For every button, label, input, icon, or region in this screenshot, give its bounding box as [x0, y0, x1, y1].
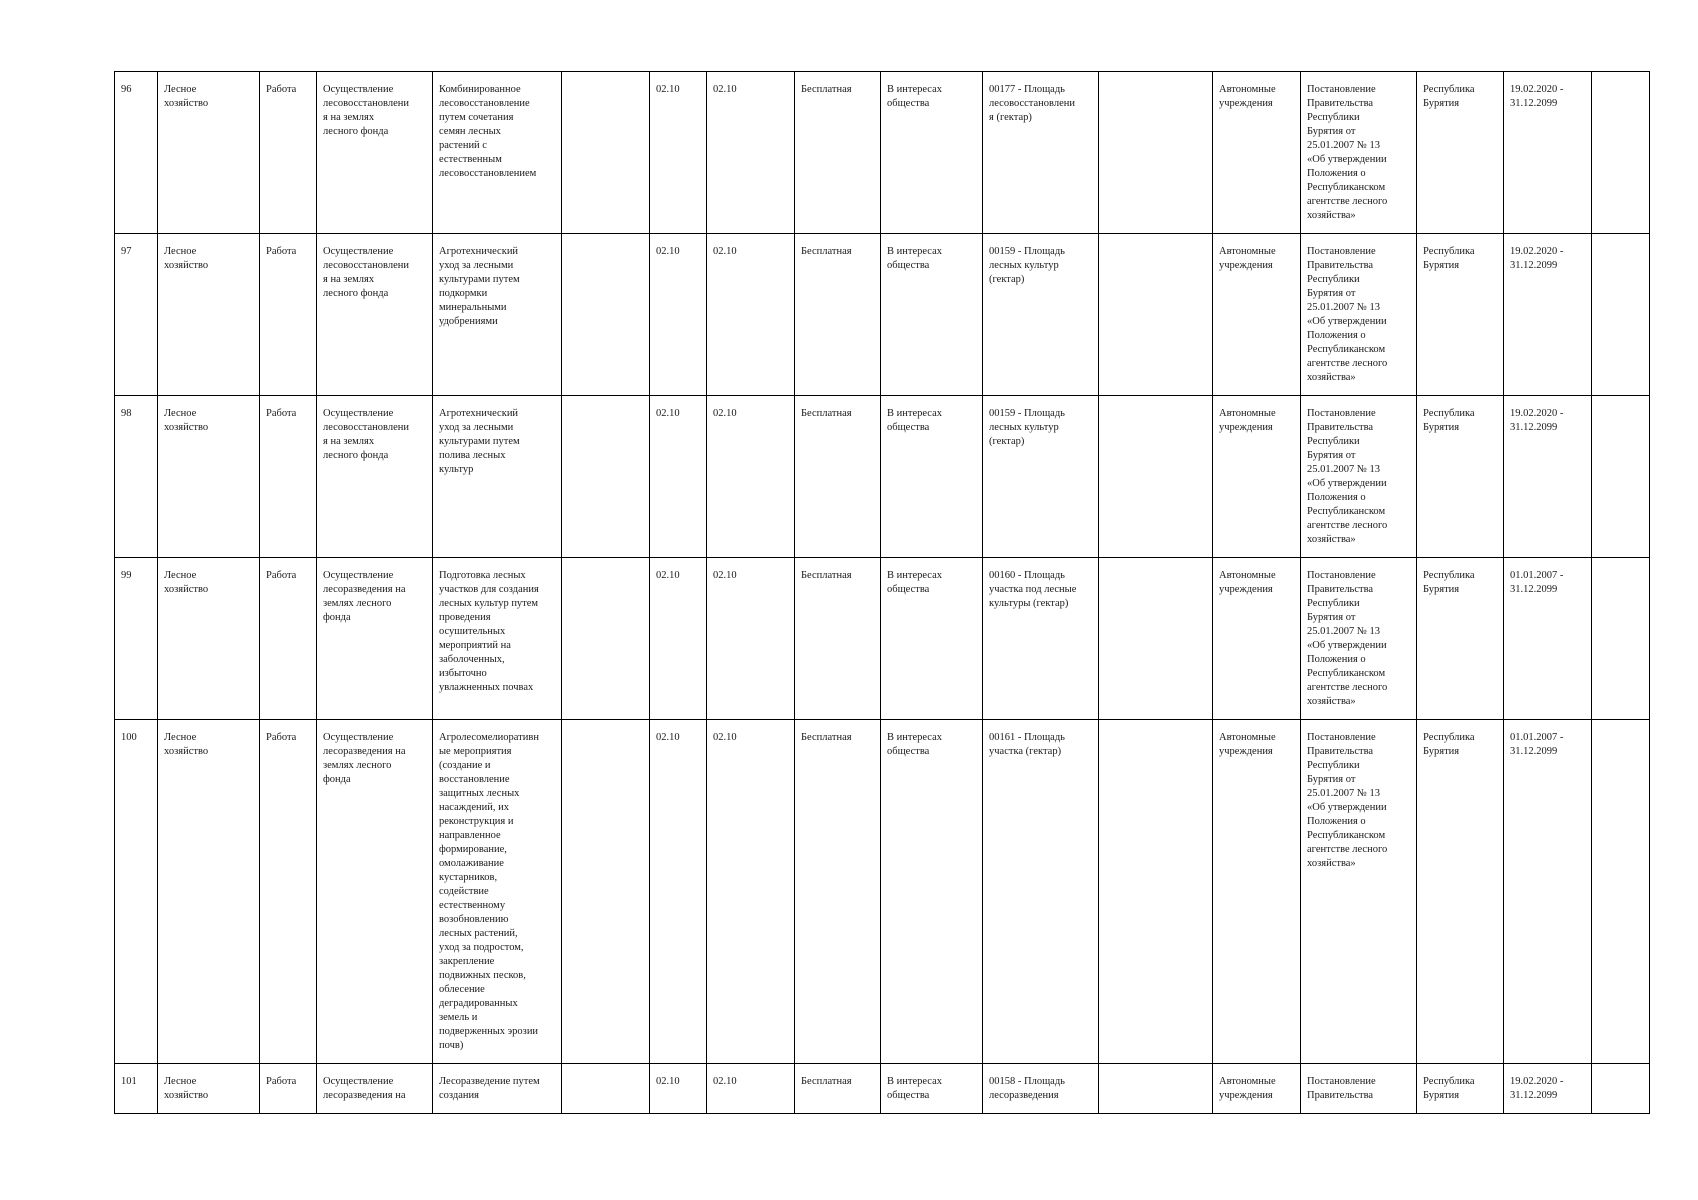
table-row [115, 1064, 1650, 1114]
type-cell [260, 558, 317, 720]
code-text: 02.10 [656, 1076, 680, 1087]
content-text: Комбинированное лесовосстановление путем сочетания семян лесных растений с естественным лесовосстановлением [439, 84, 537, 179]
code-text: 02.10 [656, 408, 680, 419]
interest-text: В интересах общества [887, 570, 942, 595]
blank-cell [1099, 720, 1213, 1064]
activity-text: Осуществление лесоразведения на [323, 1076, 406, 1101]
activity-text: Осуществление лесовосстановлени я на землях лесного фонда [323, 84, 409, 137]
type-cell [260, 1064, 317, 1114]
blank-cell [1099, 234, 1213, 396]
code-cell [707, 558, 795, 720]
indicator-text: 00161 - Площадь участка (гектар) [989, 732, 1065, 757]
institution-text: Автономные учреждения [1219, 732, 1276, 757]
blank-cell [1099, 1064, 1213, 1114]
content-cell [433, 1064, 562, 1114]
legal-act-cell [1301, 720, 1417, 1064]
interest-text: В интересах общества [887, 84, 942, 109]
validity-period-cell [1504, 558, 1592, 720]
activity-text: Осуществление лесовосстановлени я на землях лесного фонда [323, 408, 409, 461]
sector-text: Лесное хозяйство [164, 732, 209, 757]
region-text: Республика Бурятия [1423, 570, 1475, 595]
institution-text: Автономные учреждения [1219, 1076, 1276, 1101]
row-number-text: 98 [121, 408, 132, 419]
region-text: Республика Бурятия [1423, 408, 1475, 433]
content-cell [433, 558, 562, 720]
type-cell [260, 72, 317, 234]
blank-cell [562, 1064, 650, 1114]
table-row [115, 234, 1650, 396]
sector-text: Лесное хозяйство [164, 246, 209, 271]
code-cell [650, 396, 707, 558]
payment-text: Бесплатная [801, 570, 852, 581]
region-text: Республика Бурятия [1423, 84, 1475, 109]
registry-table [114, 71, 1650, 1114]
region-text: Республика Бурятия [1423, 1076, 1475, 1101]
activity-text: Осуществление лесоразведения на землях лесного фонда [323, 570, 406, 623]
indicator-text: 00177 - Площадь лесовосстановлени я (гектар) [989, 84, 1075, 123]
content-cell [433, 72, 562, 234]
activity-cell [317, 558, 433, 720]
type-text: Работа [266, 246, 297, 257]
indicator-text: 00159 - Площадь лесных культур (гектар) [989, 246, 1065, 285]
row-number-cell [115, 396, 158, 558]
region-text: Республика Бурятия [1423, 246, 1475, 271]
activity-text: Осуществление лесовосстановлени я на землях лесного фонда [323, 246, 409, 299]
interest-cell [881, 234, 983, 396]
institution-cell [1213, 558, 1301, 720]
row-number-cell [115, 234, 158, 396]
payment-cell [795, 396, 881, 558]
institution-text: Автономные учреждения [1219, 408, 1276, 433]
content-text: Агротехнический уход за лесными культурами путем полива лесных культур [439, 408, 520, 475]
code-cell [650, 558, 707, 720]
row-number-text: 97 [121, 246, 132, 257]
payment-text: Бесплатная [801, 1076, 852, 1087]
content-text: Агролесомелиоративн ые мероприятия (создание и восстановление защитных лесных насаждений, их реконструкция и направленное формирование, омолаживание кустарников, содействие естественному возобновлению лесных растений, уход за подростом, закрепление подвижных песков, облесение деградированных земель и подверженных эрозии почв) [439, 732, 539, 1051]
validity-period-text: 19.02.2020 - 31.12.2099 [1510, 246, 1564, 271]
code-text: 02.10 [713, 570, 737, 581]
region-cell [1417, 720, 1504, 1064]
code-cell [707, 72, 795, 234]
legal-act-text: Постановление Правительства Республики Бурятия от 25.01.2007 № 13 «Об утверждении Положения о Республиканском агентстве лесного хозяйства» [1307, 732, 1388, 869]
legal-act-cell [1301, 558, 1417, 720]
blank-cell [562, 234, 650, 396]
region-cell [1417, 234, 1504, 396]
indicator-cell [983, 558, 1099, 720]
blank-cell [1592, 1064, 1650, 1114]
payment-cell [795, 1064, 881, 1114]
legal-act-text: Постановление Правительства Республики Бурятия от 25.01.2007 № 13 «Об утверждении Положения о Республиканском агентстве лесного хозяйства» [1307, 84, 1388, 221]
indicator-cell [983, 234, 1099, 396]
legal-act-text: Постановление Правительства [1307, 1076, 1376, 1101]
validity-period-cell [1504, 72, 1592, 234]
type-cell [260, 396, 317, 558]
blank-cell [1592, 720, 1650, 1064]
indicator-text: 00158 - Площадь лесоразведения [989, 1076, 1065, 1101]
activity-cell [317, 234, 433, 396]
table-row [115, 396, 1650, 558]
row-number-cell [115, 558, 158, 720]
activity-cell [317, 396, 433, 558]
validity-period-cell [1504, 234, 1592, 396]
registry-table-body [115, 72, 1650, 1114]
indicator-cell [983, 1064, 1099, 1114]
validity-period-text: 19.02.2020 - 31.12.2099 [1510, 84, 1564, 109]
row-number-cell [115, 720, 158, 1064]
table-row [115, 558, 1650, 720]
validity-period-text: 01.01.2007 - 31.12.2099 [1510, 570, 1564, 595]
indicator-cell [983, 72, 1099, 234]
blank-cell [1592, 558, 1650, 720]
interest-text: В интересах общества [887, 1076, 942, 1101]
indicator-cell [983, 396, 1099, 558]
blank-cell [1592, 396, 1650, 558]
legal-act-cell [1301, 234, 1417, 396]
code-cell [707, 396, 795, 558]
institution-text: Автономные учреждения [1219, 84, 1276, 109]
sector-text: Лесное хозяйство [164, 1076, 209, 1101]
code-cell [707, 234, 795, 396]
code-cell [707, 1064, 795, 1114]
content-text: Агротехнический уход за лесными культурами путем подкормки минеральными удобрениями [439, 246, 520, 327]
institution-cell [1213, 234, 1301, 396]
type-cell [260, 720, 317, 1064]
legal-act-cell [1301, 1064, 1417, 1114]
indicator-text: 00160 - Площадь участка под лесные культуры (гектар) [989, 570, 1077, 609]
sector-cell [158, 1064, 260, 1114]
row-number-cell [115, 72, 158, 234]
region-cell [1417, 72, 1504, 234]
sector-cell [158, 558, 260, 720]
table-row [115, 72, 1650, 234]
validity-period-cell [1504, 396, 1592, 558]
region-cell [1417, 558, 1504, 720]
sector-cell [158, 396, 260, 558]
legal-act-text: Постановление Правительства Республики Бурятия от 25.01.2007 № 13 «Об утверждении Положения о Республиканском агентстве лесного хозяйства» [1307, 246, 1388, 383]
code-text: 02.10 [656, 570, 680, 581]
sector-cell [158, 72, 260, 234]
code-text: 02.10 [713, 84, 737, 95]
code-text: 02.10 [713, 732, 737, 743]
blank-cell [562, 558, 650, 720]
validity-period-text: 19.02.2020 - 31.12.2099 [1510, 1076, 1564, 1101]
type-text: Работа [266, 408, 297, 419]
payment-cell [795, 720, 881, 1064]
row-number-text: 99 [121, 570, 132, 581]
institution-cell [1213, 396, 1301, 558]
payment-text: Бесплатная [801, 84, 852, 95]
row-number-text: 100 [121, 732, 137, 743]
activity-text: Осуществление лесоразведения на землях лесного фонда [323, 732, 406, 785]
interest-cell [881, 396, 983, 558]
sector-cell [158, 720, 260, 1064]
legal-act-cell [1301, 396, 1417, 558]
activity-cell [317, 1064, 433, 1114]
row-number-cell [115, 1064, 158, 1114]
indicator-cell [983, 720, 1099, 1064]
interest-cell [881, 72, 983, 234]
legal-act-text: Постановление Правительства Республики Бурятия от 25.01.2007 № 13 «Об утверждении Положения о Республиканском агентстве лесного хозяйства» [1307, 570, 1388, 707]
payment-text: Бесплатная [801, 246, 852, 257]
row-number-text: 101 [121, 1076, 137, 1087]
indicator-text: 00159 - Площадь лесных культур (гектар) [989, 408, 1065, 447]
payment-cell [795, 558, 881, 720]
validity-period-text: 19.02.2020 - 31.12.2099 [1510, 408, 1564, 433]
code-text: 02.10 [713, 408, 737, 419]
code-text: 02.10 [656, 732, 680, 743]
institution-cell [1213, 72, 1301, 234]
code-cell [650, 234, 707, 396]
blank-cell [562, 396, 650, 558]
code-cell [650, 72, 707, 234]
region-cell [1417, 1064, 1504, 1114]
region-cell [1417, 396, 1504, 558]
institution-cell [1213, 1064, 1301, 1114]
sector-text: Лесное хозяйство [164, 84, 209, 109]
code-text: 02.10 [656, 84, 680, 95]
validity-period-cell [1504, 1064, 1592, 1114]
content-cell [433, 720, 562, 1064]
payment-text: Бесплатная [801, 732, 852, 743]
blank-cell [1099, 396, 1213, 558]
blank-cell [1099, 558, 1213, 720]
activity-cell [317, 720, 433, 1064]
interest-cell [881, 720, 983, 1064]
type-text: Работа [266, 84, 297, 95]
region-text: Республика Бурятия [1423, 732, 1475, 757]
code-text: 02.10 [656, 246, 680, 257]
row-number-text: 96 [121, 84, 132, 95]
code-cell [707, 720, 795, 1064]
institution-text: Автономные учреждения [1219, 246, 1276, 271]
validity-period-cell [1504, 720, 1592, 1064]
type-text: Работа [266, 1076, 297, 1087]
interest-text: В интересах общества [887, 246, 942, 271]
blank-cell [1592, 234, 1650, 396]
content-cell [433, 396, 562, 558]
interest-text: В интересах общества [887, 408, 942, 433]
type-text: Работа [266, 570, 297, 581]
activity-cell [317, 72, 433, 234]
blank-cell [562, 72, 650, 234]
interest-cell [881, 1064, 983, 1114]
code-cell [650, 1064, 707, 1114]
blank-cell [562, 720, 650, 1064]
institution-cell [1213, 720, 1301, 1064]
institution-text: Автономные учреждения [1219, 570, 1276, 595]
payment-cell [795, 72, 881, 234]
code-cell [650, 720, 707, 1064]
blank-cell [1592, 72, 1650, 234]
code-text: 02.10 [713, 1076, 737, 1087]
sector-text: Лесное хозяйство [164, 570, 209, 595]
code-text: 02.10 [713, 246, 737, 257]
legal-act-text: Постановление Правительства Республики Бурятия от 25.01.2007 № 13 «Об утверждении Положения о Республиканском агентстве лесного хозяйства» [1307, 408, 1388, 545]
validity-period-text: 01.01.2007 - 31.12.2099 [1510, 732, 1564, 757]
blank-cell [1099, 72, 1213, 234]
content-text: Подготовка лесных участков для создания лесных культур путем проведения осушительных мероприятий на заболоченных, избыточно увлажненных почвах [439, 570, 539, 693]
legal-act-cell [1301, 72, 1417, 234]
table-row [115, 720, 1650, 1064]
sector-cell [158, 234, 260, 396]
payment-cell [795, 234, 881, 396]
content-cell [433, 234, 562, 396]
type-cell [260, 234, 317, 396]
payment-text: Бесплатная [801, 408, 852, 419]
interest-text: В интересах общества [887, 732, 942, 757]
content-text: Лесоразведение путем создания [439, 1076, 540, 1101]
interest-cell [881, 558, 983, 720]
sector-text: Лесное хозяйство [164, 408, 209, 433]
type-text: Работа [266, 732, 297, 743]
